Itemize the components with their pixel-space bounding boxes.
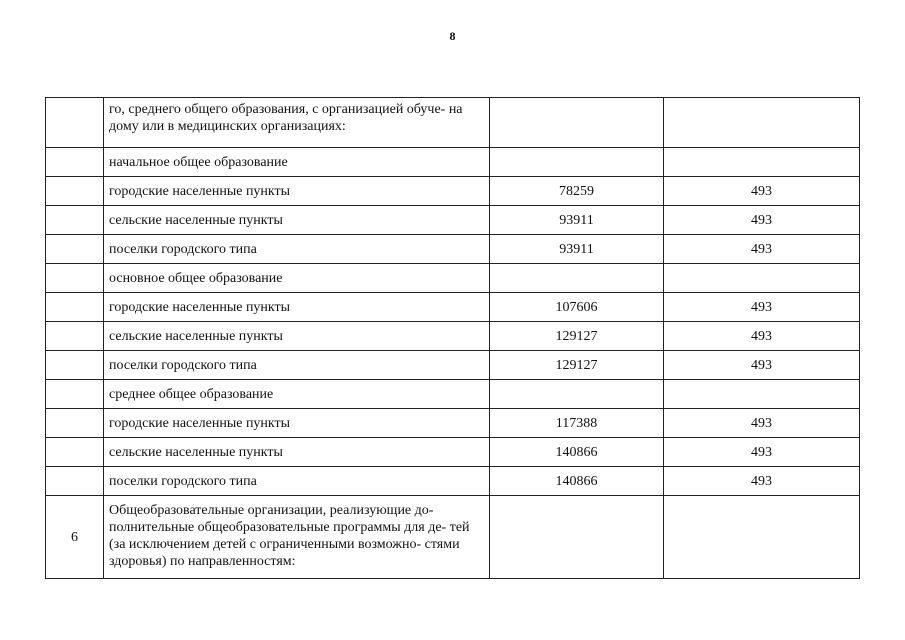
table-row bbox=[46, 467, 860, 496]
row-number-cell bbox=[46, 351, 104, 380]
value-cell-2: 493 bbox=[664, 235, 860, 264]
value-cell-1 bbox=[490, 264, 664, 293]
table-row bbox=[46, 438, 860, 467]
table-row bbox=[46, 351, 860, 380]
table-row bbox=[46, 235, 860, 264]
row-description-cell: поселки городского типа bbox=[104, 235, 490, 264]
value-cell-2: 493 bbox=[664, 293, 860, 322]
row-description-cell: городские населенные пункты bbox=[104, 409, 490, 438]
row-number-cell bbox=[46, 438, 104, 467]
row-description-cell: среднее общее образование bbox=[104, 380, 490, 409]
value-cell-1: 78259 bbox=[490, 177, 664, 206]
row-number-cell bbox=[46, 148, 104, 177]
value-cell-1: 129127 bbox=[490, 351, 664, 380]
row-number-cell bbox=[46, 235, 104, 264]
row-number-cell: 6 bbox=[46, 496, 104, 579]
value-cell-1: 93911 bbox=[490, 206, 664, 235]
value-cell-2 bbox=[664, 496, 860, 579]
row-number-cell bbox=[46, 380, 104, 409]
value-cell-1 bbox=[490, 380, 664, 409]
row-number-cell bbox=[46, 467, 104, 496]
table-row bbox=[46, 409, 860, 438]
value-cell-1: 140866 bbox=[490, 467, 664, 496]
row-description-cell: сельские населенные пункты bbox=[104, 438, 490, 467]
row-number-cell bbox=[46, 206, 104, 235]
row-description-cell: сельские населенные пункты bbox=[104, 206, 490, 235]
table-row bbox=[46, 264, 860, 293]
table-row bbox=[46, 322, 860, 351]
value-cell-1 bbox=[490, 148, 664, 177]
value-cell-2: 493 bbox=[664, 438, 860, 467]
value-cell-1: 107606 bbox=[490, 293, 664, 322]
table-row bbox=[46, 496, 860, 579]
row-description-cell: основное общее образование bbox=[104, 264, 490, 293]
row-description-cell: городские населенные пункты bbox=[104, 293, 490, 322]
value-cell-1: 129127 bbox=[490, 322, 664, 351]
row-number-cell bbox=[46, 177, 104, 206]
table-row bbox=[46, 206, 860, 235]
value-cell-1: 140866 bbox=[490, 438, 664, 467]
row-number-cell bbox=[46, 409, 104, 438]
page-number: 8 bbox=[449, 29, 456, 43]
value-cell-1: 117388 bbox=[490, 409, 664, 438]
value-cell-2: 493 bbox=[664, 206, 860, 235]
table-row bbox=[46, 148, 860, 177]
table-row bbox=[46, 177, 860, 206]
value-cell-1: 93911 bbox=[490, 235, 664, 264]
row-description-cell: сельские населенные пункты bbox=[104, 322, 490, 351]
value-cell-2 bbox=[664, 148, 860, 177]
row-number-cell bbox=[46, 264, 104, 293]
value-cell-2: 493 bbox=[664, 409, 860, 438]
value-cell-2 bbox=[664, 98, 860, 148]
table-row bbox=[46, 98, 860, 148]
row-number-cell bbox=[46, 98, 104, 148]
row-number-cell bbox=[46, 293, 104, 322]
row-description-cell: начальное общее образование bbox=[104, 148, 490, 177]
row-description-cell: поселки городского типа bbox=[104, 351, 490, 380]
value-cell-2: 493 bbox=[664, 177, 860, 206]
value-cell-2 bbox=[664, 264, 860, 293]
row-description-cell: городские населенные пункты bbox=[104, 177, 490, 206]
value-cell-2: 493 bbox=[664, 322, 860, 351]
value-cell-2: 493 bbox=[664, 351, 860, 380]
value-cell-2 bbox=[664, 380, 860, 409]
row-description-cell: Общеобразовательные организации, реализующие до- полнительные общеобразовательные программы для де- тей (за исключением детей с ограниченными возможно- стями здоровья) по направленностям: bbox=[104, 496, 490, 579]
row-description-cell: го, среднего общего образования, с организацией обуче- на дому или в медицинских организациях: bbox=[104, 98, 490, 148]
row-description-cell: поселки городского типа bbox=[104, 467, 490, 496]
value-cell-2: 493 bbox=[664, 467, 860, 496]
row-number-cell bbox=[46, 322, 104, 351]
tariff-table bbox=[45, 97, 860, 579]
value-cell-1 bbox=[490, 496, 664, 579]
table-row bbox=[46, 380, 860, 409]
value-cell-1 bbox=[490, 98, 664, 148]
table-row bbox=[46, 293, 860, 322]
